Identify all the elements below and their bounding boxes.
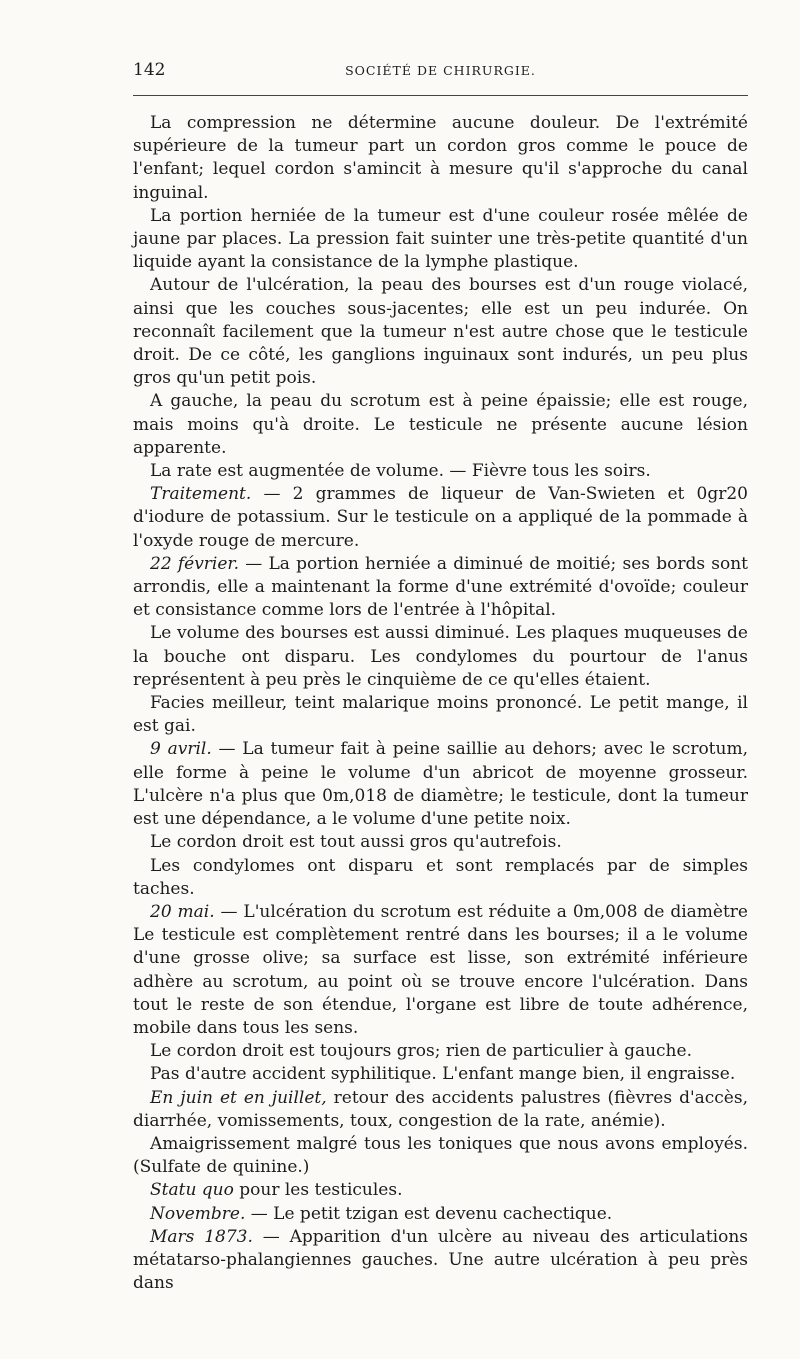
paragraph: Le volume des bourses est aussi diminué. Les plaques muqueuses de la bouche ont disparu. Les condylomes du pourtour de l'anus représentent à peu près le cinquième de ce qu'elles étaient. [133,623,748,690]
paragraph: 22 février. — La portion herniée a diminué de moitié; ses bords sont arrondis, elle a maintenant la forme d'une extrémité d'ovoïde; couleur et consistance comme lors de l'entrée à l'hôpital. [133,553,748,621]
paragraph: Amaigrissement malgré tous les toniques que nous avons employés. (Sulfate de quinine.) [133,1133,748,1178]
header-rule [133,95,748,96]
running-head: SOCIÉTÉ DE CHIRURGIE. [345,63,536,78]
paragraph: Novembre. — Le petit tzigan est devenu cachectique. [150,1203,613,1224]
paragraph: Mars 1873. — Apparition d'un ulcère au niveau des articulations métatarso-phalangiennes gauches. Une autre ulcération à peu près dans [133,1226,749,1294]
paragraph: La portion herniée de la tumeur est d'une couleur rosée mêlée de jaune par places. La pression fait suinter une très-petite quantité d'un liquide ayant la consistance de la lymphe plastique. [133,205,748,273]
body-text [133,112,748,1295]
paragraph: La rate est augmentée de volume. — Fièvre tous les soirs. [150,461,651,482]
paragraph: 20 mai. — L'ulcération du scrotum est réduite a 0m,008 de diamètre Le testicule est complètement rentré dans les bourses; il a le volume d'une grosse olive; sa surface est lisse, son extrémité inférieure adhère au scrotum, au point où se trouve encore l'ulcération. Dans tout le reste de son étendue, l'organe est libre de toute adhérence, mobile dans tous les sens. [133,901,748,1038]
paragraph: La compression ne détermine aucune douleur. De l'extrémité supérieure de la tumeur part un cordon gros comme le pouce de l'enfant; lequel cordon s'amincit à mesure qu'il s'approche du canal inguinal. [133,113,748,203]
paragraph: Pas d'autre accident syphilitique. L'enfant mange bien, il engraisse. [150,1064,736,1085]
paragraph: Traitement. — 2 grammes de liqueur de Van-Swieten et 0gr20 d'iodure de potassium. Sur le testicule on a appliqué de la pommade à l'oxyde rouge de mercure. [133,484,748,551]
paragraph: Statu quo pour les testicules. [150,1180,403,1201]
paragraph: Les condylomes ont disparu et sont remplacés par de simples taches. [133,855,748,899]
page-number: 142 [133,60,166,80]
paragraph: Autour de l'ulcération, la peau des bourses est d'un rouge violacé, ainsi que les couches sous-jacentes; elle est un peu indurée. On reconnaît facilement que la tumeur n'est autre chose que le testicule droit. De ce côté, les ganglions inguinaux sont indurés, un peu plus gros qu'un petit pois. [133,275,748,389]
paragraph: A gauche, la peau du scrotum est à peine épaissie; elle est rouge, mais moins qu'à droite. Le testicule ne présente aucune lésion apparente. [133,391,748,458]
page-header [133,60,748,88]
paragraph: 9 avril. — La tumeur fait à peine saillie au dehors; avec le scrotum, elle forme à peine le volume d'un abricot de moyenne grosseur. L'ulcère n'a plus que 0m,018 de diamètre; le testicule, dont la tumeur est une dépendance, a le volume d'une petite noix. [133,739,748,830]
paragraph: Le cordon droit est tout aussi gros qu'autrefois. [150,832,562,853]
paragraph: Le cordon droit est toujours gros; rien de particulier à gauche. [150,1041,692,1062]
paragraph: En juin et en juillet, retour des accidents palustres (fièvres d'accès, diarrhée, vomissements, toux, congestion de la rate, anémie). [133,1087,748,1131]
paragraph: Facies meilleur, teint malarique moins prononcé. Le petit mange, il est gai. [133,693,748,737]
